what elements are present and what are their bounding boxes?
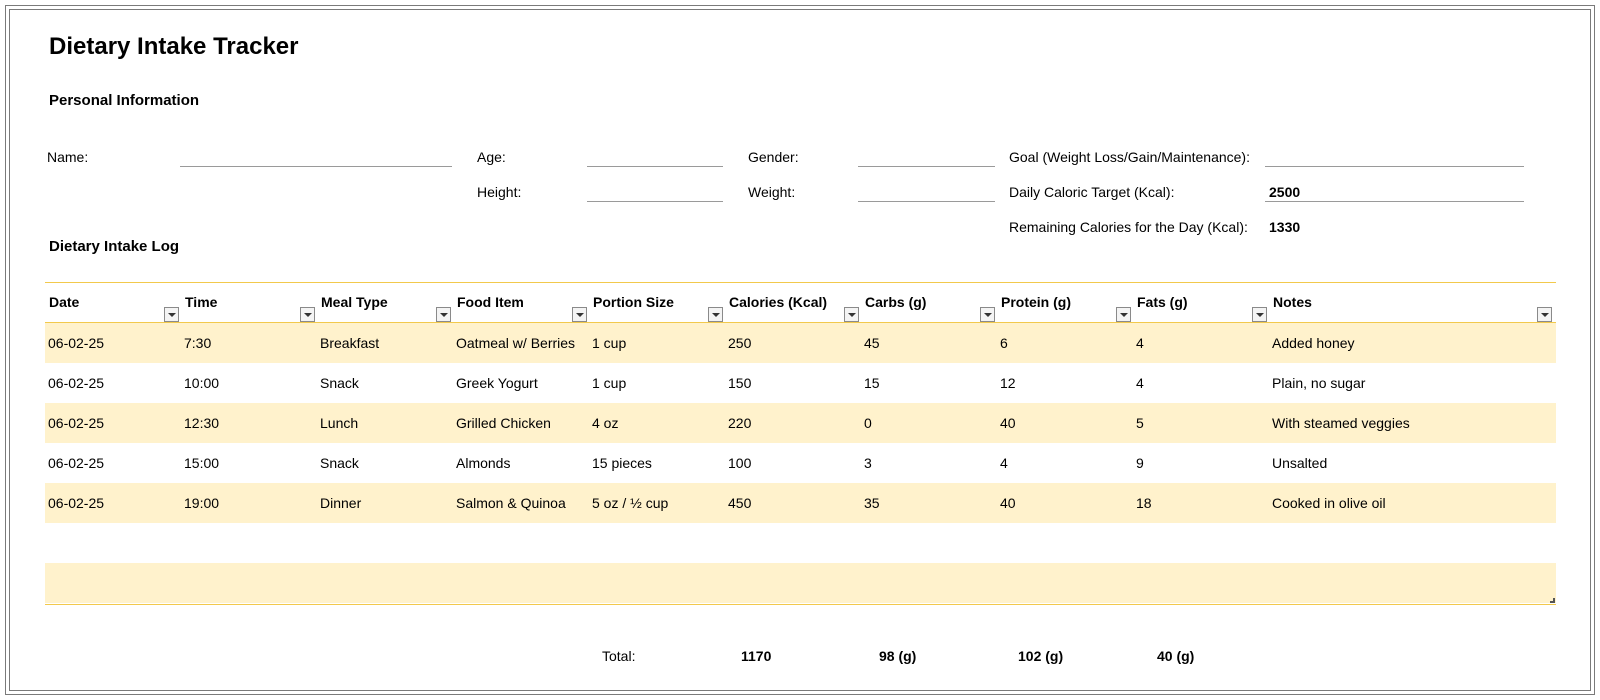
- cell-calories[interactable]: 250: [728, 335, 752, 351]
- personal-info-heading: Personal Information: [49, 92, 200, 109]
- column-header-food-item[interactable]: [453, 283, 589, 323]
- column-header-label: Protein (g): [1001, 294, 1071, 310]
- cell-date[interactable]: 06-02-25: [48, 495, 105, 511]
- cell-date[interactable]: 06-02-25: [48, 375, 105, 391]
- column-header-label: Carbs (g): [865, 294, 927, 310]
- cell-portion-size[interactable]: 1 cup: [592, 375, 627, 391]
- cell-protein[interactable]: 4: [1000, 455, 1008, 471]
- name-field[interactable]: [180, 166, 452, 167]
- filter-dropdown-icon[interactable]: [1537, 307, 1552, 322]
- cell-meal-type[interactable]: Snack: [320, 455, 359, 471]
- empty-table-row[interactable]: [45, 563, 1556, 603]
- cell-protein[interactable]: 12: [1000, 375, 1016, 391]
- cell-calories[interactable]: 150: [728, 375, 752, 391]
- cell-calories[interactable]: 450: [728, 495, 752, 511]
- total-label: Total:: [602, 648, 636, 664]
- column-header-date[interactable]: [45, 283, 181, 323]
- table-row[interactable]: [45, 443, 1556, 483]
- cell-meal-type[interactable]: Snack: [320, 375, 359, 391]
- age-label: Age:: [477, 149, 506, 165]
- cell-fats[interactable]: 4: [1136, 335, 1144, 351]
- remaining-calories-value: 1330: [1269, 219, 1301, 235]
- cell-time[interactable]: 19:00: [184, 495, 220, 511]
- gender-field[interactable]: [858, 166, 995, 167]
- cell-fats[interactable]: 5: [1136, 415, 1144, 431]
- column-header-label: Meal Type: [321, 294, 388, 310]
- column-header-carbs[interactable]: [861, 283, 997, 323]
- intake-log-heading: Dietary Intake Log: [49, 238, 180, 255]
- cell-food-item[interactable]: Oatmeal w/ Berries: [456, 335, 576, 351]
- caloric-target-label: Daily Caloric Target (Kcal):: [1009, 184, 1175, 200]
- cell-meal-type[interactable]: Breakfast: [320, 335, 380, 351]
- cell-meal-type[interactable]: Lunch: [320, 415, 359, 431]
- column-header-fats[interactable]: [1133, 283, 1269, 323]
- filter-dropdown-icon[interactable]: [1252, 307, 1267, 322]
- cell-date[interactable]: 06-02-25: [48, 415, 105, 431]
- table-row[interactable]: [45, 363, 1556, 403]
- cell-date[interactable]: 06-02-25: [48, 455, 105, 471]
- cell-portion-size[interactable]: 1 cup: [592, 335, 627, 351]
- name-label: Name:: [47, 149, 89, 165]
- cell-food-item[interactable]: Almonds: [456, 455, 511, 471]
- filter-dropdown-icon[interactable]: [572, 307, 587, 322]
- weight-label: Weight:: [748, 184, 796, 200]
- cell-fats[interactable]: 18: [1136, 495, 1152, 511]
- cell-notes[interactable]: Cooked in olive oil: [1272, 495, 1386, 511]
- filter-dropdown-icon[interactable]: [980, 307, 995, 322]
- cell-food-item[interactable]: Salmon & Quinoa: [456, 495, 566, 511]
- cell-food-item[interactable]: Greek Yogurt: [456, 375, 538, 391]
- cell-calories[interactable]: 220: [728, 415, 752, 431]
- caloric-target-value[interactable]: 2500: [1269, 184, 1301, 200]
- cell-calories[interactable]: 100: [728, 455, 752, 471]
- cell-notes[interactable]: With steamed veggies: [1272, 415, 1410, 431]
- column-header-label: Fats (g): [1137, 294, 1188, 310]
- filter-dropdown-icon[interactable]: [164, 307, 179, 322]
- column-header-notes[interactable]: [1269, 283, 1556, 323]
- column-header-protein[interactable]: [997, 283, 1133, 323]
- age-field[interactable]: [587, 166, 723, 167]
- total-carbs: 98 (g): [879, 648, 917, 664]
- goal-label: Goal (Weight Loss/Gain/Maintenance):: [1009, 149, 1250, 165]
- filter-dropdown-icon[interactable]: [708, 307, 723, 322]
- column-header-meal-type[interactable]: [317, 283, 453, 323]
- page-title: Dietary Intake Tracker: [49, 33, 299, 60]
- cell-food-item[interactable]: Grilled Chicken: [456, 415, 551, 431]
- table-row[interactable]: [45, 323, 1556, 363]
- filter-dropdown-icon[interactable]: [1116, 307, 1131, 322]
- cell-carbs[interactable]: 0: [864, 415, 872, 431]
- cell-carbs[interactable]: 3: [864, 455, 872, 471]
- cell-fats[interactable]: 4: [1136, 375, 1144, 391]
- cell-protein[interactable]: 40: [1000, 415, 1016, 431]
- cell-notes[interactable]: Plain, no sugar: [1272, 375, 1366, 391]
- table-row[interactable]: [45, 483, 1556, 523]
- filter-dropdown-icon[interactable]: [844, 307, 859, 322]
- filter-dropdown-icon[interactable]: [436, 307, 451, 322]
- goal-field[interactable]: [1265, 166, 1524, 167]
- empty-table-row[interactable]: [45, 523, 1556, 563]
- cell-carbs[interactable]: 45: [864, 335, 880, 351]
- column-header-time[interactable]: [181, 283, 317, 323]
- height-label: Height:: [477, 184, 522, 200]
- column-header-label: Portion Size: [593, 294, 674, 310]
- column-header-label: Calories (Kcal): [729, 294, 828, 310]
- remaining-calories-label: Remaining Calories for the Day (Kcal):: [1009, 219, 1248, 235]
- cell-protein[interactable]: 40: [1000, 495, 1016, 511]
- caloric-target-field-line: [1265, 201, 1524, 202]
- gender-label: Gender:: [748, 149, 799, 165]
- column-header-portion-size[interactable]: [589, 283, 725, 323]
- cell-portion-size[interactable]: 15 pieces: [592, 455, 652, 471]
- filter-dropdown-icon[interactable]: [300, 307, 315, 322]
- cell-notes[interactable]: Added honey: [1272, 335, 1355, 351]
- cell-time[interactable]: 7:30: [184, 335, 212, 351]
- table-header-row: [45, 283, 1556, 323]
- cell-time[interactable]: 12:30: [184, 415, 220, 431]
- column-header-calories[interactable]: [725, 283, 861, 323]
- cell-time[interactable]: 10:00: [184, 375, 220, 391]
- cell-portion-size[interactable]: 5 oz / ½ cup: [592, 495, 669, 511]
- cell-fats[interactable]: 9: [1136, 455, 1144, 471]
- column-header-label: Food Item: [457, 294, 524, 310]
- column-header-label: Date: [49, 294, 80, 310]
- total-protein: 102 (g): [1018, 648, 1064, 664]
- total-calories: 1170: [741, 648, 772, 664]
- cell-protein[interactable]: 6: [1000, 335, 1008, 351]
- table-resize-handle-icon[interactable]: [1550, 598, 1555, 603]
- height-field[interactable]: [587, 201, 723, 202]
- column-header-label: Time: [185, 294, 218, 310]
- cell-notes[interactable]: Unsalted: [1272, 455, 1328, 471]
- cell-carbs[interactable]: 15: [864, 375, 880, 391]
- table-row[interactable]: [45, 403, 1556, 443]
- cell-time[interactable]: 15:00: [184, 455, 220, 471]
- cell-carbs[interactable]: 35: [864, 495, 880, 511]
- total-fats: 40 (g): [1157, 648, 1195, 664]
- cell-date[interactable]: 06-02-25: [48, 335, 105, 351]
- weight-field[interactable]: [858, 201, 995, 202]
- cell-portion-size[interactable]: 4 oz: [592, 415, 619, 431]
- column-header-label: Notes: [1273, 294, 1312, 310]
- cell-meal-type[interactable]: Dinner: [320, 495, 362, 511]
- table-bottom-border: [45, 604, 1556, 605]
